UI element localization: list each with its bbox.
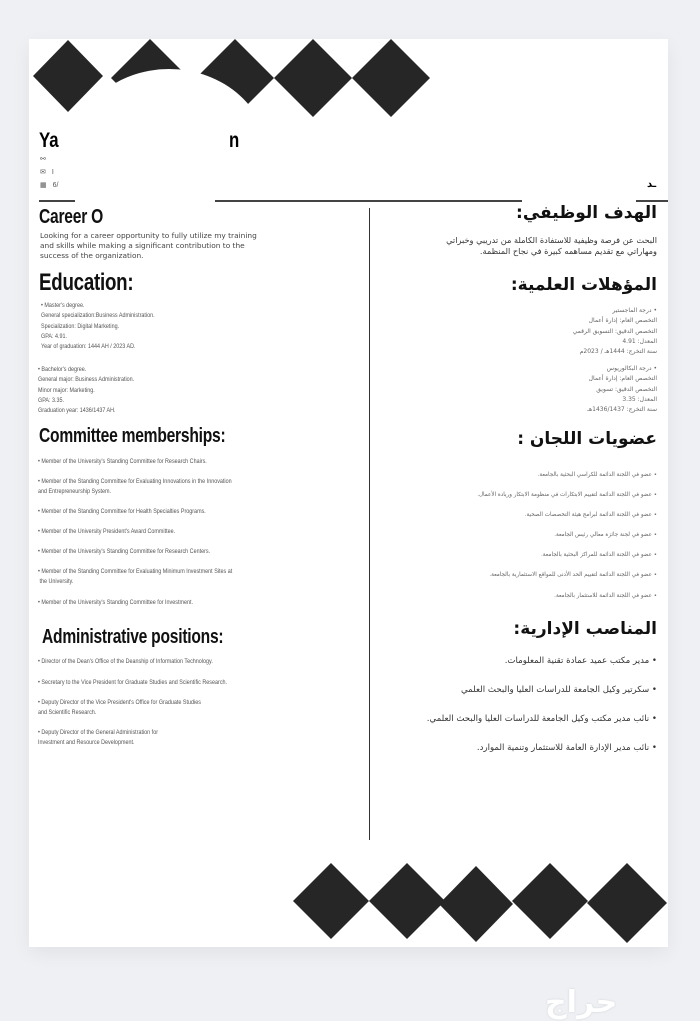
contact-date: ▦ 6/ xyxy=(40,182,59,189)
link-icon: ⚯ xyxy=(40,156,46,163)
masters-block: • Master's degree. General specialization:Business Administration. Specialization: Digital Marketing. GPA: 4.91. Year of graduation: 1444 AH / 2023 AD. xyxy=(41,302,155,351)
committee-item: • Member of the University's Standing Committee for Research Centers. xyxy=(38,548,211,555)
committees-heading: Committee memberships: xyxy=(39,425,226,447)
ar-education-heading: المؤهلات العلمية: xyxy=(510,275,657,295)
divider xyxy=(39,200,75,202)
ar-masters-block: • درجة الماجستير التخصص العام: إدارة أعمال التخصص الدقيق: التسويق الرقمي المعدل: 4.91 سنة التخرج: 1444هـ / 2023م xyxy=(572,307,657,356)
career-body: Looking for a career opportunity to fully utilize my training and skills while making a significant contribution to the success of the organization. xyxy=(40,231,257,260)
contact-link xyxy=(40,155,58,163)
education-heading: Education: xyxy=(39,269,134,296)
bachelors-block: • Bachelor's degree. General major: Business Administration. Minor major: Marketing. GPA: 3.35. Graduation year: 1436/1437 AH. xyxy=(38,366,135,415)
career-heading: Career O xyxy=(39,206,104,228)
admin-item: • Deputy Director of the General Administration for Investment and Resource Development. xyxy=(38,729,159,747)
name-start: Ya xyxy=(39,129,59,152)
ar-admin-list: • مدير مكتب عميد عمادة تقنية المعلومات. • سكرتير وكيل الجامعة للدراسات العليا والبحث العلمي • نائب مدير مكتب وكيل الجامعة للدراسات العليا والبحث العلمي. • نائب مدير الإدارة العامة للاستثمار وتنمية الموارد. xyxy=(426,656,657,753)
committee-item: • Member of the Standing Committee for Health Specialties Programs. xyxy=(38,508,206,515)
ar-admin-heading: المناصب الإدارية: xyxy=(513,619,657,639)
calendar-icon: ▦ xyxy=(40,182,47,189)
committee-item: • Member of the University President's Award Committee. xyxy=(38,528,176,535)
email-icon: ✉ xyxy=(40,169,46,176)
ar-committee-list: • عضو في اللجنة الدائمة للكراسي البحثية بالجامعة. • عضو في اللجنة الدائمة لتقييم الابتكارات في منظومة الابتكار وريادة الأعمال. • عضو في اللجنة الدائمة لبرامج هيئة التخصصات الصحية. • عضو في لجنة جائزة معالي رئيس الجامعة. • عضو في اللجنة الدائمة للمراكز البحثية بالجامعة. • عضو في اللجنة الدائمة لتقييم الحد الأدنى للمواقع الاستثمارية بالجامعة. • عضو في اللجنة الدائمة للاستثمار بالجامعة. xyxy=(477,472,657,599)
committee-item: • Member of the Standing Committee for Evaluating Minimum Investment Sites at the University. xyxy=(38,568,233,586)
committee-item: • Member of the University's Standing Committee for Investment. xyxy=(38,599,193,606)
right-header-fragment: ـد xyxy=(647,179,657,190)
watermark-logo: حراج xyxy=(545,985,618,1020)
committee-item: • Member of the University's Standing Committee for Research Chairs. xyxy=(38,458,207,465)
name-end: n xyxy=(229,129,240,152)
admin-item: • Secretary to the Vice President for Graduate Studies and Scientific Research. xyxy=(38,679,228,686)
admin-item: • Director of the Dean's Office of the Deanship of Information Technology. xyxy=(38,658,213,665)
resume-page xyxy=(29,39,668,947)
ar-career-heading: الهدف الوظيفي: xyxy=(516,203,657,223)
arabic-column xyxy=(357,39,657,939)
admin-heading: Administrative positions: xyxy=(42,626,224,648)
redaction-blob xyxy=(89,129,239,199)
committee-item: • Member of the Standing Committee for Evaluating Innovations in the Innovation and Entrepreneurship System. xyxy=(38,478,232,496)
contact-email: ✉ I xyxy=(40,169,54,176)
ar-committees-heading: عضويات اللجان : xyxy=(517,429,657,449)
ar-bachelors-block: • درجة البكالوريوس التخصص العام: إدارة أعمال التخصص الدقيق: تسويق المعدل: 3.35 سنة التخرج: 1436/1437هـ xyxy=(587,365,657,414)
admin-item: • Deputy Director of the Vice President's Office for Graduate Studies and Scientific Research. xyxy=(38,699,201,717)
diamond-decoration xyxy=(274,39,352,117)
ar-career-body: البحث عن فرصة وظيفية للاستفادة الكاملة من تدريبي وخبراتي ومهاراتي مع تقديم مساهمه كبيرة في نجاح المنظمة. xyxy=(446,235,657,256)
